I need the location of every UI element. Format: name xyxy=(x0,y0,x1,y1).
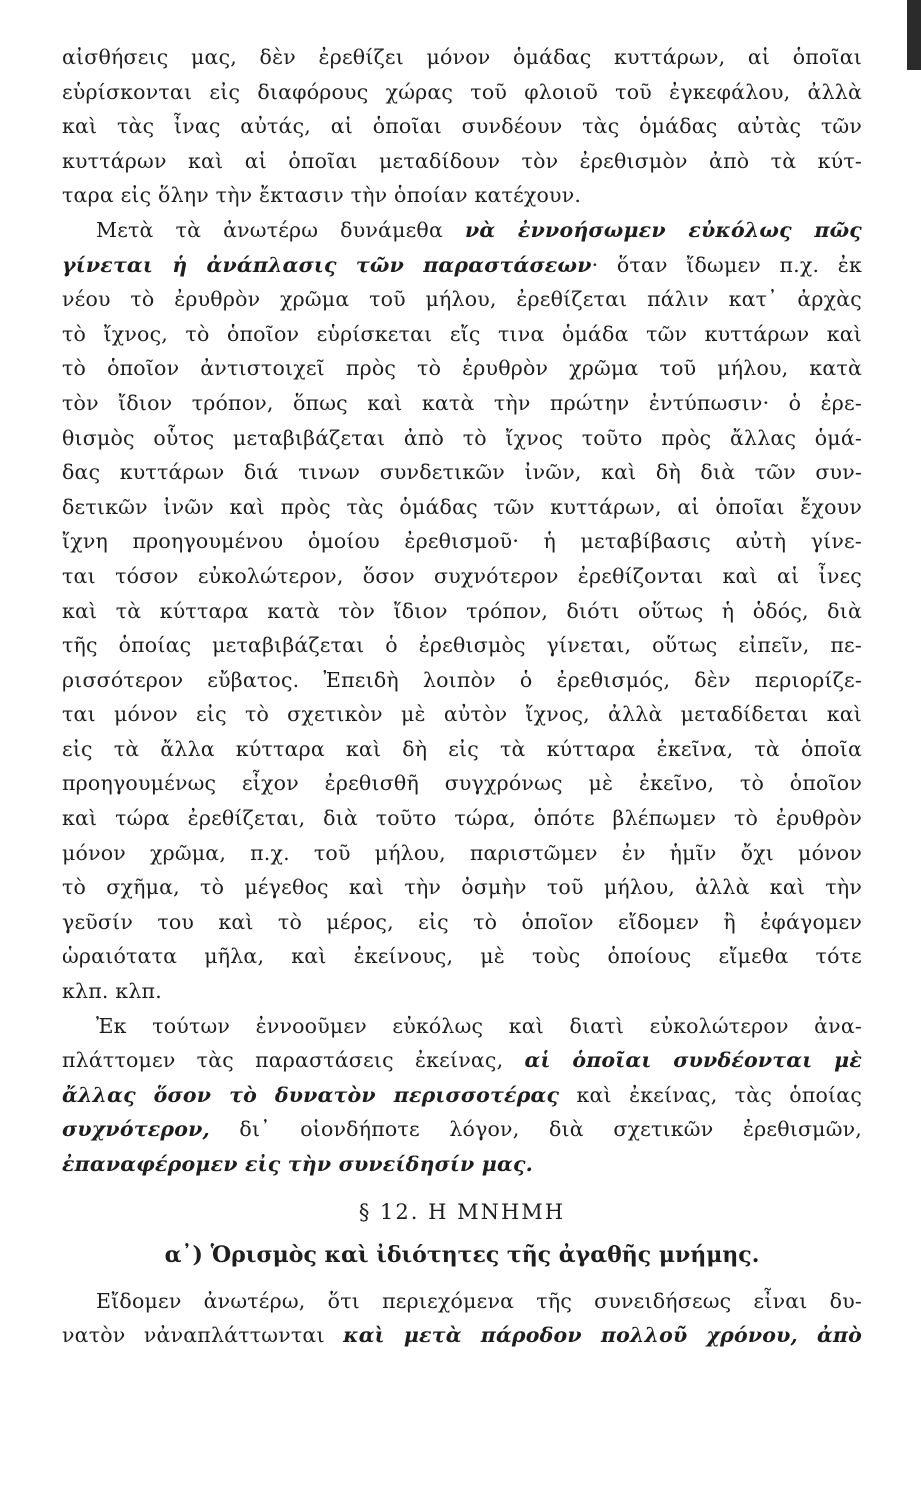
paragraph-3 xyxy=(62,1009,862,1182)
text-line: δετικῶν ἰνῶν καὶ πρὸς τὰς ὁμάδας τῶν κυττάρων, αἱ ὁποῖαι ἔχουν xyxy=(62,494,862,519)
paragraph-1 xyxy=(62,40,862,213)
bold-text: νὰ ἐννοήσωμεν εὐκόλως πῶς xyxy=(464,217,862,242)
text-line: Εἴδομεν ἀνωτέρω, ὅτι περιεχόμενα τῆς συνειδήσεως εἶναι δυ- xyxy=(96,1288,862,1313)
text-line: τὸ ὁποῖον ἀντιστοιχεῖ πρὸς τὸ ἐρυθρὸν χρῶμα τοῦ μήλου, κατὰ xyxy=(62,356,862,381)
text-line: εἰς τὰ ἄλλα κύτταρα καὶ δὴ εἰς τὰ κύτταρα ἐκεῖνα, τὰ ὁποῖα xyxy=(62,736,862,761)
text-line: ἴχνη προηγουμένου ὁμοίου ἐρεθισμοῦ· ἡ μεταβίβασις αὐτὴ γίνε- xyxy=(62,529,862,554)
subsection-heading: α᾽) Ὁρισμὸς καὶ ἰδιότητες τῆς ἀγαθῆς μνήμης. xyxy=(164,1241,760,1268)
text-line: τὸ ἴχνος, τὸ ὁποῖον εὑρίσκεται εἴς τινα ὁμάδα τῶν κυττάρων καὶ xyxy=(62,321,862,346)
text-line: καὶ τὰς ἶνας αὐτάς, αἱ ὁποῖαι συνδέουν τὰς ὁμάδας αὐτὰς τῶν xyxy=(62,114,862,139)
text-run: καὶ ἐκείνας, τὰς ὁποίας xyxy=(576,1082,863,1107)
text-line: καὶ τώρα ἐρεθίζεται, διὰ τοῦτο τώρα, ὁπότε βλέπωμεν τὸ ἐρυθρὸν xyxy=(62,806,862,831)
text-line: ταρα εἰς ὅλην τὴν ἔκτασιν τὴν ὁποίαν κατέχουν. xyxy=(62,183,582,208)
text-run: δι᾽ οἱονδήποτε λόγον, διὰ σχετικῶν ἐρεθισμῶν, xyxy=(239,1117,862,1142)
text-run: νατὸν νἀναπλάττωνται xyxy=(62,1323,325,1348)
text-run: Μετὰ τὰ ἀνωτέρω δυνάμεθα xyxy=(96,217,444,242)
text-line xyxy=(62,1112,862,1147)
bold-text: ἐπαναφέρομεν εἰς τὴν συνείδησίν μας. xyxy=(62,1152,533,1176)
text-line: τὸν ἴδιον τρόπον, ὅπως καὶ κατὰ τὴν πρώτην ἐντύπωσιν· ὁ ἐρε- xyxy=(62,390,862,415)
text-line: ὡραιότατα μῆλα, καὶ ἐκείνους, μὲ τοὺς ὁποίους εἴμεθα τότε xyxy=(62,944,862,969)
bold-text: γίνεται ἡ ἀνάπλασις τῶν παραστάσεων xyxy=(62,252,592,277)
text-line: νέου τὸ ἐρυθρὸν χρῶμα τοῦ μήλου, ἐρεθίζεται πάλιν κατ᾽ ἀρχὰς xyxy=(62,287,862,312)
text-line: τὸ σχῆμα, τὸ μέγεθος καὶ τὴν ὀσμὴν τοῦ μήλου, ἀλλὰ καὶ τὴν xyxy=(62,875,862,900)
text-run: πλάττομεν τὰς παραστάσεις ἐκείνας, xyxy=(62,1048,504,1073)
paragraph-4 xyxy=(62,1284,862,1353)
paragraph-2 xyxy=(62,213,862,1009)
text-line: εὑρίσκονται εἰς διαφόρους χώρας τοῦ φλοιοῦ τοῦ ἐγκεφάλου, ἀλλὰ xyxy=(62,79,862,104)
text-line: κλπ. κλπ. xyxy=(62,979,162,1004)
bold-text: συχνότερον, xyxy=(62,1117,210,1142)
text-line: καὶ τὰ κύτταρα κατὰ τὸν ἴδιον τρόπον, διότι οὕτως ἡ ὁδός, διὰ xyxy=(62,598,862,623)
text-line: αἰσθήσεις μας, δὲν ἐρεθίζει μόνον ὁμάδας κυττάρων, αἱ ὁποῖαι xyxy=(62,45,862,69)
text-line: γεῦσίν του καὶ τὸ μέρος, εἰς τὸ ὁποῖον εἴδομεν ἢ ἐφάγομεν xyxy=(62,909,862,934)
text-line: θισμὸς οὗτος μεταβιβάζεται ἀπὸ τὸ ἴχνος τοῦτο πρὸς ἄλλας ὁμά- xyxy=(62,425,862,450)
text-line: τῆς ὁποίας μεταβιβάζεται ὁ ἐρεθισμὸς γίνεται, οὕτως εἰπεῖν, πε- xyxy=(62,633,862,658)
text-line xyxy=(62,1078,862,1113)
text-line xyxy=(62,248,862,283)
page-edge-mark xyxy=(907,0,921,70)
text-run: · ὅταν ἴδωμεν π.χ. ἐκ xyxy=(591,252,862,277)
text-line: κυττάρων καὶ αἱ ὁποῖαι μεταδίδουν τὸν ἐρεθισμὸν ἀπὸ τὰ κύτ- xyxy=(62,148,862,173)
text-line: ται τόσον εὐκολώτερον, ὅσον συχνότερον ἐρεθίζονται καὶ αἱ ἶνες xyxy=(62,563,862,588)
bold-text: καὶ μετὰ πάροδον πολλοῦ χρόνου, ἀπὸ xyxy=(343,1323,862,1348)
section-heading: § 12. Η ΜΝΗΜΗ xyxy=(358,1199,566,1224)
text-line xyxy=(62,1043,862,1078)
text-line: προηγουμένως εἶχον ἐρεθισθῆ συγχρόνως μὲ ἐκεῖνο, τὸ ὁποῖον xyxy=(62,771,862,796)
text-line: ρισσότερον εὔβατος. Ἐπειδὴ λοιπὸν ὁ ἐρεθισμός, δὲν περιορίζε- xyxy=(62,667,862,692)
text-line: δας κυττάρων διά τινων συνδετικῶν ἰνῶν, καὶ δὴ διὰ τῶν συν- xyxy=(62,460,862,485)
text-line xyxy=(62,1147,862,1182)
bold-text: αἱ ὁποῖαι συνδέονται μὲ xyxy=(524,1048,863,1073)
text-line: μόνον χρῶμα, π.χ. τοῦ μήλου, παριστῶμεν ἐν ἡμῖν ὄχι μόνον xyxy=(62,840,862,865)
bold-text: ἄλλας ὅσον τὸ δυνατὸν περισσοτέρας xyxy=(62,1082,560,1107)
text-line xyxy=(62,213,862,248)
book-page xyxy=(62,40,862,1353)
text-line xyxy=(62,1318,862,1353)
text-line: ται μόνον εἰς τὸ σχετικὸν μὲ αὐτὸν ἴχνος, ἀλλὰ μεταδίδεται καὶ xyxy=(62,702,862,727)
text-line: Ἐκ τούτων ἐννοοῦμεν εὐκόλως καὶ διατὶ εὐκολώτερον ἀνα- xyxy=(96,1013,862,1038)
